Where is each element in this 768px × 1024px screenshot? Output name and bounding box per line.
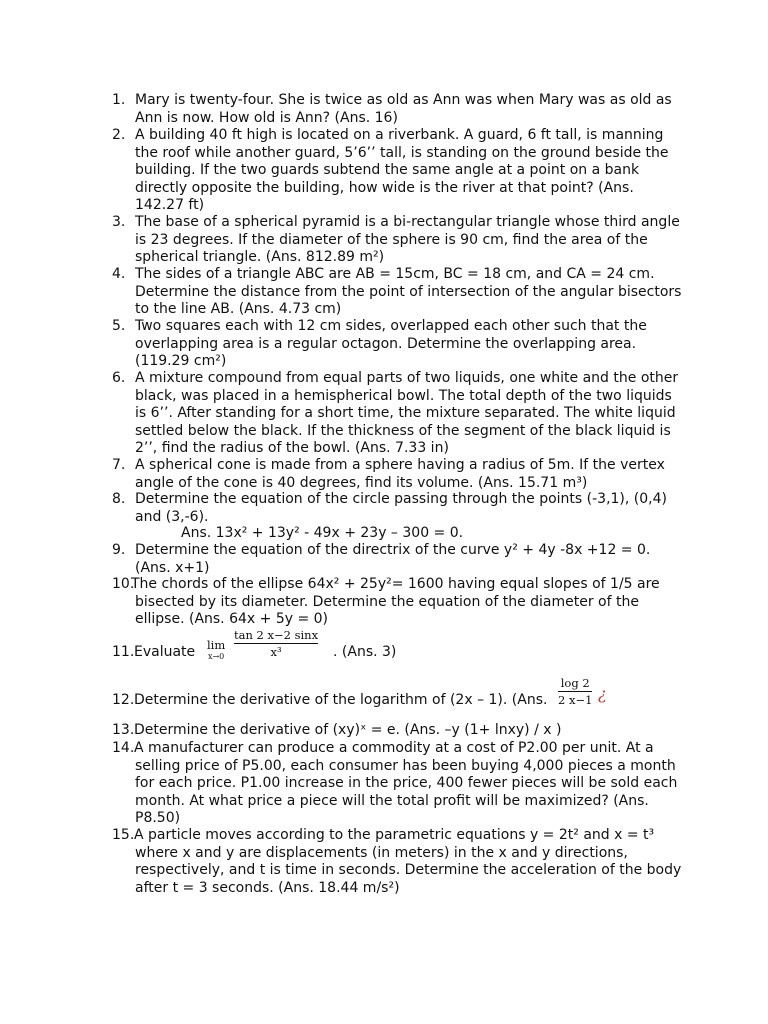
fraction-bar [558,691,592,692]
limit-operator [207,638,225,661]
problem-text-line: Two squares each with 12 cm sides, overlapped each other such that the [135,318,647,334]
problem-text-line: black, was placed in a hemispherical bowl. The total depth of the two liquids [135,387,672,404]
fraction-numerator: tan 2 x−2 sinx [234,628,319,642]
problem-12 [0,676,768,716]
problem-text-line: The base of a spherical pyramid is a bi-rectangular triangle whose third angle [135,214,680,230]
problem-text-line: Ann is now. How old is Ann? (Ans. 16) [135,109,398,126]
problem-text: Determine the derivative of the logarithm of (2x – 1). (Ans. [134,692,548,708]
problem-text-line: respectively, and t is time in seconds. Determine the acceleration of the body [135,862,682,878]
problem-text: Evaluate [134,644,196,660]
limit-word: lim [207,638,226,652]
problem-text-line: 2’’, find the radius of the bowl. (Ans. 7.33 in) [135,440,449,456]
problem-text-line: 142.27 ft) [135,197,205,213]
problem-text-line: for each price. P1.00 increase in the price, 400 fewer pieces will be sold each [135,775,678,791]
problem-text-line: bisected by its diameter. Determine the equation of the diameter of the [135,593,639,610]
problem-text-line: Determine the distance from the point of intersection of the angular bisectors [135,283,682,300]
problem-text-line: ellipse. (Ans. 64x + 5y = 0) [135,611,329,627]
fraction-numerator: log 2 [560,676,590,690]
fraction-denominator: x³ [270,645,282,659]
problem-text-line: after t = 3 seconds. (Ans. 18.44 m/s²) [135,879,400,896]
problem-text-line: The sides of a triangle ABC are AB = 15cm, BC = 18 cm, and CA = 24 cm. [135,266,655,282]
problem-number: 4. [112,266,126,282]
problem-text-line: Determine the equation of the circle passing through the points (-3,1), (0,4) [135,491,667,507]
problem-text-line: month. At what price a piece will the total profit will be maximized? (Ans. [135,792,649,809]
answer-fraction [558,676,592,707]
problem-text-line: settled below the black. If the thickness of the segment of the black liquid is [135,422,671,439]
problem-text-line: to the line AB. (Ans. 4.73 cm) [135,301,342,317]
problem-number: 10. [112,576,135,592]
problem-text-line: (119.29 cm²) [135,353,227,369]
problem-text-line: The chords of the ellipse 64x² + 25y²= 1600 having equal slopes of 1/5 are [131,576,660,592]
problem-text-line: where x and y are displacements (in meters) in the x and y directions, [135,844,628,861]
problem-number: 12. [112,692,135,708]
problem-text-line: Determine the derivative of (xy)ˣ = e. (Ans. –y (1+ lnxy) / x ) [134,722,562,738]
problem-text-line: A particle moves according to the parametric equations y = 2t² and x = t³ [134,827,655,843]
problem-number: 5. [112,318,126,334]
problem-text-line: Mary is twenty-four. She is twice as old as Ann was when Mary was as old as [135,92,672,108]
problem-text-line: A building 40 ft high is located on a riverbank. A guard, 6 ft tall, is manning [135,127,664,143]
problem-text-line: selling price of P5.00, each consumer has been buying 4,000 pieces a month [135,757,676,774]
problem-text-line: A spherical cone is made from a sphere having a radius of 5m. If the vertex [135,457,665,473]
problem-number: 8. [112,491,126,507]
problem-number: 11. [112,644,135,660]
problem-11 [0,628,768,668]
problem-text-line: is 23 degrees. If the diameter of the sphere is 90 cm, find the area of the [135,231,648,248]
problem-text-line: spherical triangle. (Ans. 812.89 m²) [135,249,385,265]
problem-number: 2. [112,127,126,143]
problem-text-line: A manufacturer can produce a commodity at a cost of P2.00 per unit. At a [134,740,654,756]
problem-number: 14. [112,740,135,756]
problem-text-line: building. If the two guards subtend the same angle at a point on a bank [135,162,640,178]
problem-text-line: overlapping area is a regular octagon. Determine the overlapping area. [135,335,637,352]
problem-number: 15. [112,827,135,843]
problem-text-line: the roof while another guard, 5’6’’ tall, is standing on the ground beside the [135,144,669,161]
problem-number: 9. [112,542,126,558]
problem-text-line: Determine the equation of the directrix of the curve y² + 4y -8x +12 = 0. [135,542,651,558]
problem-number: 7. [112,457,126,473]
fraction-denominator: 2 x−1 [558,693,593,707]
problem-text-line: (Ans. x+1) [135,559,210,576]
problem-text-line: directly opposite the building, how wide is the river at that point? (Ans. [135,179,634,196]
problem-number: 3. [112,214,126,230]
problem-text-line: A mixture compound from equal parts of two liquids, one white and the other [135,370,679,386]
fraction-bar [234,643,318,644]
problem-text-line: and (3,-6). [135,508,209,525]
problem-text-line: angle of the cone is 40 degrees, find its volume. (Ans. 15.71 m³) [135,474,588,491]
limit-subscript: x→0 [207,652,225,661]
red-mark-glyph: ¿ [598,684,607,703]
problem-number: 13. [112,722,135,738]
limit-fraction [234,628,318,659]
problem-answer: Ans. 13x² + 13y² - 49x + 23y – 300 = 0. [181,525,464,541]
problem-number: 1. [112,92,126,108]
problem-text-line: is 6’’. After standing for a short time, the mixture separated. The white liquid [135,405,676,421]
problem-number: 6. [112,370,126,386]
problem-answer: . (Ans. 3) [333,644,397,660]
problem-text-line: P8.50) [135,810,181,826]
